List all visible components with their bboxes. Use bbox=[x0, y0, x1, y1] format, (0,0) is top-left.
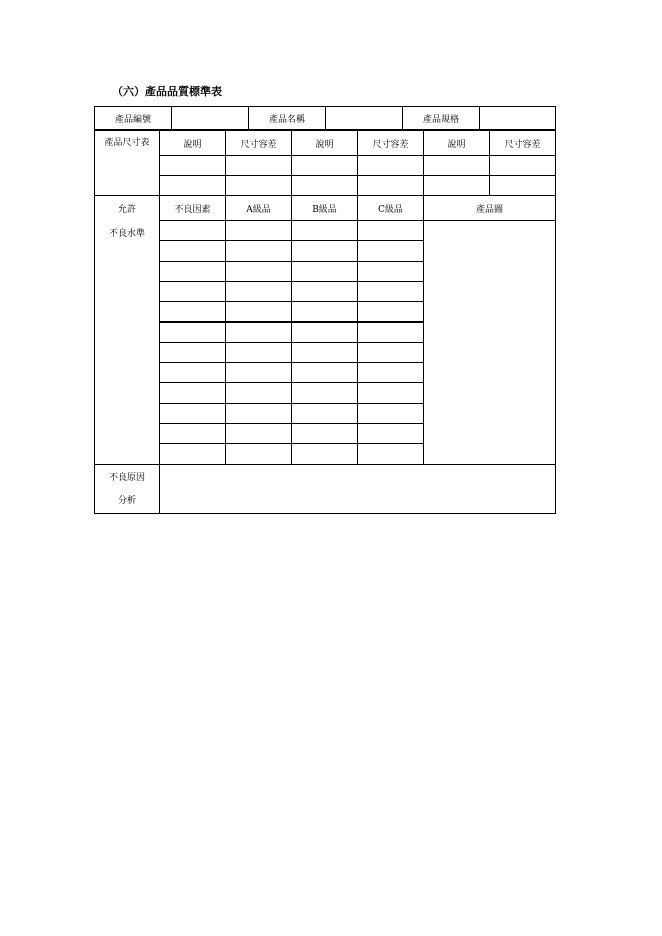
dimension-cell[interactable] bbox=[423, 175, 490, 196]
defect-cell[interactable] bbox=[225, 281, 292, 302]
defect-cell[interactable] bbox=[225, 322, 292, 343]
defect-cell[interactable] bbox=[357, 281, 424, 302]
defect-cell[interactable] bbox=[159, 281, 226, 302]
product-image-label: 產品圖 bbox=[423, 195, 556, 221]
product-no-field[interactable] bbox=[171, 106, 249, 130]
cause-label-line1: 不良原因 bbox=[108, 473, 145, 483]
product-name-label: 產品名稱 bbox=[248, 106, 326, 130]
defect-cell[interactable] bbox=[225, 362, 292, 383]
dimension-cell[interactable] bbox=[357, 175, 424, 196]
dimension-table-label: 產品尺寸表 bbox=[104, 138, 150, 148]
defect-cell[interactable] bbox=[357, 382, 424, 403]
product-name-field[interactable] bbox=[325, 106, 403, 130]
dimension-cell[interactable] bbox=[291, 175, 358, 196]
dimension-cell[interactable] bbox=[489, 175, 556, 196]
defect-cell[interactable] bbox=[159, 423, 226, 444]
defect-cell[interactable] bbox=[357, 240, 424, 261]
defect-cell[interactable] bbox=[357, 403, 424, 424]
defect-cell[interactable] bbox=[159, 240, 226, 261]
defect-cell[interactable] bbox=[291, 322, 358, 343]
dimension-cell[interactable] bbox=[291, 155, 358, 176]
defect-column-header: C級品 bbox=[357, 195, 424, 221]
cause-analysis-field[interactable] bbox=[159, 464, 556, 514]
cause-label-line2: 分析 bbox=[117, 496, 136, 506]
defect-cell[interactable] bbox=[225, 261, 292, 282]
defect-cell[interactable] bbox=[159, 220, 226, 241]
dimension-cell[interactable] bbox=[159, 175, 226, 196]
defect-cell[interactable] bbox=[291, 261, 358, 282]
defect-cell[interactable] bbox=[291, 281, 358, 302]
dimension-column-header: 尺寸容差 bbox=[225, 130, 292, 156]
defect-cell[interactable] bbox=[159, 403, 226, 424]
defect-cell[interactable] bbox=[291, 301, 358, 322]
dimension-column-header: 說明 bbox=[291, 130, 358, 156]
dimension-column-header: 說明 bbox=[159, 130, 226, 156]
defect-cell[interactable] bbox=[225, 301, 292, 322]
defect-cell[interactable] bbox=[357, 322, 424, 343]
defect-cell[interactable] bbox=[159, 382, 226, 403]
dimension-cell[interactable] bbox=[225, 155, 292, 176]
product-image-area[interactable] bbox=[423, 220, 556, 465]
defect-cell[interactable] bbox=[357, 443, 424, 464]
defect-cell[interactable] bbox=[357, 220, 424, 241]
dimension-column-header: 說明 bbox=[423, 130, 490, 156]
defect-cell[interactable] bbox=[291, 240, 358, 261]
product-no-label: 產品編號 bbox=[94, 106, 172, 130]
defect-cell[interactable] bbox=[357, 423, 424, 444]
defect-cell[interactable] bbox=[225, 220, 292, 241]
defect-cell[interactable] bbox=[291, 423, 358, 444]
defect-cell[interactable] bbox=[357, 362, 424, 383]
defect-cell[interactable] bbox=[291, 382, 358, 403]
dimension-cell[interactable] bbox=[225, 175, 292, 196]
defect-column-header: A級品 bbox=[225, 195, 292, 221]
defect-cell[interactable] bbox=[291, 342, 358, 363]
defect-cell[interactable] bbox=[225, 382, 292, 403]
defect-cell[interactable] bbox=[225, 423, 292, 444]
dimension-cell[interactable] bbox=[357, 155, 424, 176]
defect-cell[interactable] bbox=[159, 342, 226, 363]
dimension-cell[interactable] bbox=[489, 155, 556, 176]
defect-column-header: B級品 bbox=[291, 195, 358, 221]
defect-cell[interactable] bbox=[225, 342, 292, 363]
defect-cell[interactable] bbox=[357, 261, 424, 282]
product-spec-label: 產品規格 bbox=[402, 106, 480, 130]
defect-cell[interactable] bbox=[357, 301, 424, 322]
defect-cell[interactable] bbox=[291, 220, 358, 241]
defect-cell[interactable] bbox=[357, 342, 424, 363]
page-title: （六）產品品質標準表 bbox=[112, 85, 222, 98]
defect-cell[interactable] bbox=[291, 403, 358, 424]
defect-cell[interactable] bbox=[159, 443, 226, 464]
defect-cell[interactable] bbox=[291, 443, 358, 464]
defect-cell[interactable] bbox=[159, 362, 226, 383]
defect-label-line1: 允許 bbox=[117, 205, 136, 215]
dimension-column-header: 尺寸容差 bbox=[489, 130, 556, 156]
dimension-cell[interactable] bbox=[159, 155, 226, 176]
defect-cell[interactable] bbox=[159, 322, 226, 343]
defect-cell[interactable] bbox=[225, 443, 292, 464]
dimension-cell[interactable] bbox=[423, 155, 490, 176]
dimension-column-header: 尺寸容差 bbox=[357, 130, 424, 156]
defect-label-line2: 不良水準 bbox=[108, 229, 145, 239]
defect-column-header: 不良因素 bbox=[159, 195, 226, 221]
defect-cell[interactable] bbox=[225, 403, 292, 424]
defect-cell[interactable] bbox=[159, 301, 226, 322]
defect-cell[interactable] bbox=[225, 240, 292, 261]
product-spec-field[interactable] bbox=[479, 106, 556, 130]
defect-cell[interactable] bbox=[291, 362, 358, 383]
defect-cell[interactable] bbox=[159, 261, 226, 282]
